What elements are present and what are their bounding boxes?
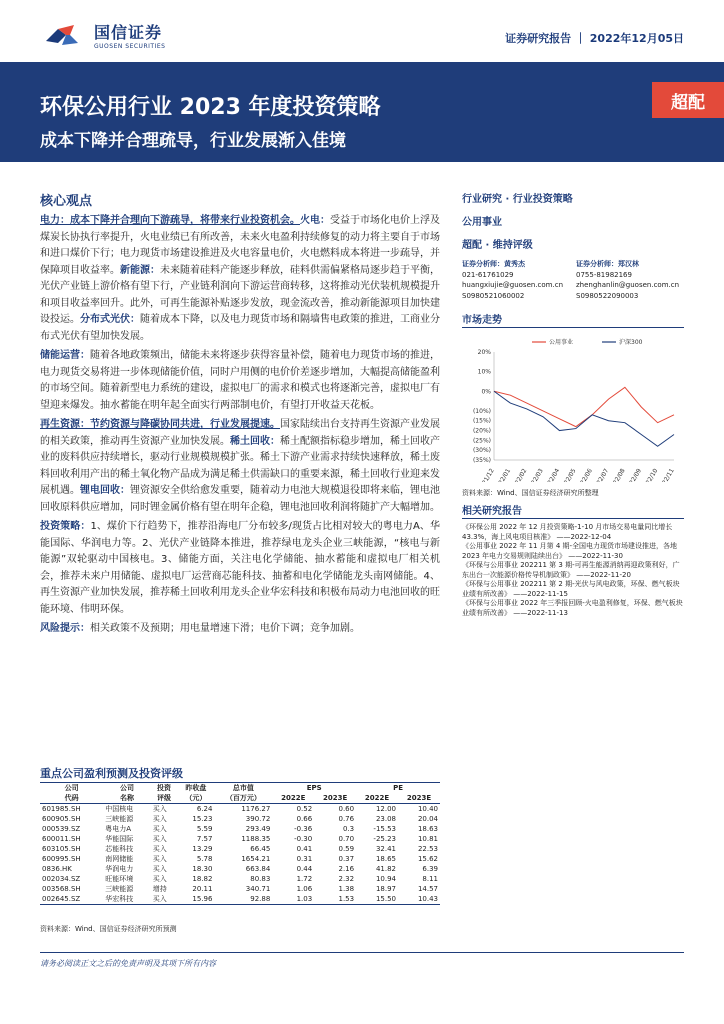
table-cell: 10.40 bbox=[417, 805, 438, 813]
table-cell: 1.53 bbox=[314, 894, 356, 905]
table-cell: 三峡能源 bbox=[105, 885, 134, 893]
table-cell: 5.78 bbox=[196, 855, 213, 863]
table-cell: 0.3 bbox=[342, 825, 355, 833]
strategy-text: 1、煤价下行趋势下，推荐沿海电厂分布较多/现货占比相对较大的粤电力A、华能国际、华润电力等。2、光伏产业链降本推进，推荐绿电龙头企业三峡能源，“核电与新能源”双轮驱动中国核电。3、储能方面，关注电化学储能、抽水蓄能和虚拟电厂相关机会，推荐未来户用储能、虚拟电厂运营商芯能科技、抽蓄和电化学储能龙头南网储能。4、再生资源产业加快发展，推荐稀土回收利用龙头企业华宏科技和积极布局动力电池回收的旺能环境、伟明环保。 bbox=[40, 521, 441, 615]
trend-heading: 市场走势 bbox=[462, 311, 684, 328]
table-cell: 10.94 bbox=[375, 875, 396, 883]
report-title: 环保公用行业 2023 年度投资策略 bbox=[40, 95, 381, 120]
table-cell: 华能国际 bbox=[105, 835, 134, 843]
table-cell: 2.16 bbox=[338, 865, 355, 873]
table-row bbox=[40, 884, 440, 894]
table-row bbox=[40, 864, 440, 874]
trend-chart bbox=[462, 332, 684, 486]
table-row bbox=[40, 824, 440, 834]
col-eps-2022: 2022E bbox=[272, 793, 314, 804]
table-cell: 12.00 bbox=[375, 805, 396, 813]
table-cell: 1654.21 bbox=[241, 855, 271, 863]
table-cell: 粤电力A bbox=[105, 825, 132, 833]
table-cell: 20.11 bbox=[192, 885, 213, 893]
table-cell: 22.53 bbox=[417, 845, 438, 853]
y-tick-label: 10% bbox=[477, 368, 491, 376]
table-cell: 0.76 bbox=[338, 815, 355, 823]
strategy-paragraph bbox=[40, 519, 440, 618]
table-cell: 买入 bbox=[152, 865, 167, 873]
distributed-pv-label: 分布式光伏： bbox=[80, 314, 140, 325]
table-cell: 600905.SH bbox=[42, 815, 81, 823]
table-cell: -0.36 bbox=[294, 825, 313, 833]
report-subtitle: 成本下降并合理疏导，行业发展渐入佳境 bbox=[40, 131, 346, 151]
table-cell: 华润电力 bbox=[105, 865, 134, 873]
table-cell: 南网储能 bbox=[105, 855, 134, 863]
table-cell: 1.03 bbox=[272, 894, 314, 905]
table-cell: 2.32 bbox=[338, 875, 355, 883]
x-tick-label: 21/12 bbox=[481, 467, 496, 482]
chart-source: 资料来源：Wind、国信证券经济研究所整理 bbox=[462, 489, 599, 497]
related-item[interactable]: 《公用事业 2022 年 11 月第 4 期-全国电力现货市场建设推进，各地 2023 年电力交易规则陆续出台》 ——2022-11-30 bbox=[462, 542, 678, 560]
table-cell: 293.49 bbox=[245, 825, 271, 833]
col-rating: 评级 bbox=[151, 793, 178, 804]
table-cell: 000539.SZ bbox=[42, 825, 81, 833]
table-cell: 买入 bbox=[152, 845, 167, 853]
table-row bbox=[40, 834, 440, 844]
storage-label: 储能运营： bbox=[40, 350, 90, 361]
legend-label: 公用事业 bbox=[549, 339, 574, 346]
table-cell: 增持 bbox=[152, 885, 167, 893]
table-cell: 三峡能源 bbox=[105, 815, 134, 823]
table-cell: 买入 bbox=[152, 875, 167, 883]
col-cap-top: 总市值 bbox=[214, 783, 272, 794]
x-tick-label: 22/09 bbox=[628, 467, 644, 482]
forecast-table-title: 重点公司盈利预测及投资评级 bbox=[40, 767, 183, 780]
table-cell: 1.72 bbox=[296, 875, 313, 883]
table-cell: 41.82 bbox=[375, 865, 396, 873]
risk-label: 风险提示： bbox=[40, 623, 90, 634]
table-cell: 002645.SZ bbox=[40, 894, 103, 905]
x-tick-label: 22/06 bbox=[579, 467, 594, 482]
table-cell: 18.97 bbox=[375, 885, 396, 893]
table-source: 资料来源：Wind、国信证券经济研究所预测 bbox=[40, 925, 177, 933]
recycling-lead: 再生资源：节约资源与降碳协同共进，行业发展提速。 bbox=[40, 419, 280, 430]
table-cell: 18.30 bbox=[192, 865, 213, 873]
table-cell: 0.70 bbox=[338, 835, 355, 843]
table-cell: 旺能环境 bbox=[105, 875, 134, 883]
recycling-paragraph bbox=[40, 417, 440, 516]
table-row bbox=[40, 894, 440, 905]
table-cell: 0836.HK bbox=[42, 865, 72, 873]
table-cell: 买入 bbox=[152, 855, 167, 863]
col-cap: （百万元） bbox=[214, 793, 272, 804]
table-row bbox=[40, 874, 440, 884]
col-close-top: 昨收盘 bbox=[177, 783, 214, 794]
risk-text: 相关政策不及预期；用电量增速下滑；电价下调；竞争加剧。 bbox=[90, 623, 360, 634]
table-cell: -15.53 bbox=[373, 825, 396, 833]
table-cell: 芯能科技 bbox=[105, 845, 134, 853]
table-cell: 华宏科技 bbox=[103, 894, 150, 905]
y-tick-label: (35%) bbox=[472, 457, 491, 464]
strategy-label: 投资策略： bbox=[40, 521, 91, 532]
analyst-cert: S0980521060002 bbox=[462, 291, 525, 300]
x-tick-label: 22/11 bbox=[661, 467, 676, 482]
analyst-role: 证券分析师：郑汉林 bbox=[576, 260, 639, 268]
analyst-block bbox=[462, 259, 684, 301]
rare-earth-label: 稀土回收： bbox=[230, 435, 280, 447]
col-code: 代码 bbox=[40, 793, 103, 804]
table-row bbox=[40, 814, 440, 824]
table-cell: 003568.SH bbox=[42, 885, 81, 893]
col-rating-top: 投资 bbox=[151, 783, 178, 794]
new-energy-text: 未来随着硅料产能逐步释放，硅料供需偏紧格局逐步趋于平衡，光伏产业链上游价格有望下行，产业链利润向下游运营商转移，这将推动光伏装机规模提升和项目收益率回升。此外，可再生能源补贴逐步发放，现金流改善，推动新能源项目加快建设投运。 bbox=[40, 264, 440, 325]
x-tick-label: 22/07 bbox=[595, 467, 611, 482]
col-code-top: 公司 bbox=[40, 783, 103, 794]
table-cell: 8.11 bbox=[422, 875, 438, 883]
table-cell: 5.59 bbox=[196, 825, 213, 833]
table-cell: 66.45 bbox=[250, 845, 271, 853]
table-body bbox=[40, 804, 440, 905]
power-lead: 电力：成本下降并合理向下游疏导，将带来行业投资机会。 bbox=[40, 215, 300, 226]
recycling-text: 国家陆续出台支持再生资源产业发展的相关政策，推动再生资源产业加快发展。 bbox=[40, 419, 440, 447]
table-cell: 14.57 bbox=[417, 885, 438, 893]
new-energy-label: 新能源： bbox=[120, 264, 160, 276]
analyst-1 bbox=[462, 259, 570, 301]
col-eps-top: EPS bbox=[272, 783, 356, 794]
table-row bbox=[40, 844, 440, 854]
table-cell: 0.59 bbox=[338, 845, 355, 853]
thermal-text: 受益于市场化电价上浮及煤炭长协执行率提升，火电业绩已有所改善，未来火电盈利持续修复的动力将主要自于市场和进口煤价下行；电力现货市场建设推进及火电容量电价，火电燃料成本将进一步疏导，并保障项目收益率。 bbox=[40, 215, 440, 276]
table-cell: 0.60 bbox=[338, 805, 355, 813]
table-cell: 中国核电 bbox=[105, 805, 134, 813]
storage-text: 随着各地政策频出，储能未来将逐步获得容量补偿，随着电力现货市场的推进，电力现货交易将进一步体现储能价值，同时户用侧的电价价差逐步增加，大幅提高储能盈利的市场空间。随着新型电力系统的建设，虚拟电厂的需求和模式也将逐渐完善，虚拟电厂有望迎来爆发。抽水蓄能在明年起全面实行两部制电价，有望打开收益天花板。 bbox=[40, 350, 440, 411]
lithium-label: 锂电回收： bbox=[80, 485, 130, 496]
x-tick-label: 22/04 bbox=[546, 467, 562, 482]
table-cell: 10.81 bbox=[417, 835, 438, 843]
page-header bbox=[0, 0, 724, 56]
footer-divider bbox=[40, 952, 684, 953]
footer-disclaimer: 请务必阅读正文之后的免责声明及其项下所有内容 bbox=[40, 959, 216, 968]
related-list bbox=[462, 523, 684, 618]
table-cell: 601985.SH bbox=[42, 805, 81, 813]
x-tick-label: 22/08 bbox=[611, 467, 627, 482]
brand-name-en: GUOSEN SECURITIES bbox=[94, 43, 166, 50]
table-cell: 0.31 bbox=[296, 855, 313, 863]
analyst-role: 证券分析师：黄秀杰 bbox=[462, 260, 525, 268]
risk-paragraph bbox=[40, 621, 440, 638]
thermal-label: 火电： bbox=[300, 215, 330, 226]
table-cell: 15.50 bbox=[356, 894, 398, 905]
x-tick-label: 22/03 bbox=[530, 467, 545, 482]
table-cell: 1188.35 bbox=[241, 835, 271, 843]
table-cell: 13.29 bbox=[192, 845, 213, 853]
y-tick-label: (25%) bbox=[472, 437, 491, 445]
table-cell: 6.39 bbox=[422, 865, 438, 873]
table-cell: 买入 bbox=[151, 894, 178, 905]
table-cell: 80.83 bbox=[250, 875, 271, 883]
table-row bbox=[40, 854, 440, 864]
y-tick-label: (30%) bbox=[472, 447, 491, 455]
table-cell: 买入 bbox=[152, 815, 167, 823]
table-cell: -0.30 bbox=[294, 835, 313, 843]
analyst-phone: 021-61761029 bbox=[462, 270, 514, 279]
table-header-row bbox=[40, 793, 440, 804]
brand-logo bbox=[44, 20, 165, 50]
table-cell: 663.84 bbox=[245, 865, 271, 873]
legend-label: 沪深300 bbox=[619, 339, 643, 346]
analyst-email[interactable]: huangxiujie@guosen.com.cn bbox=[462, 281, 564, 289]
table-cell: 20.04 bbox=[417, 815, 438, 823]
table-header-row bbox=[40, 783, 440, 794]
x-tick-label: 22/02 bbox=[513, 467, 529, 482]
storage-paragraph bbox=[40, 348, 440, 414]
rating-badge: 超配 bbox=[652, 82, 724, 118]
guosen-logo-icon bbox=[44, 21, 88, 49]
distributed-pv-text: 随着成本下降，以及电力现货市场和隔墙售电政策的推进，工商业分布式光伏有望加快发展。 bbox=[40, 314, 440, 342]
col-name: 名称 bbox=[103, 793, 150, 804]
table-row bbox=[40, 804, 440, 815]
col-eps-2023: 2023E bbox=[314, 793, 356, 804]
core-view-section bbox=[40, 190, 440, 641]
table-cell: 32.41 bbox=[375, 845, 396, 853]
related-heading: 相关研究报告 bbox=[462, 502, 684, 519]
table-cell: 15.62 bbox=[417, 855, 438, 863]
col-pe-2023: 2023E bbox=[398, 793, 440, 804]
table-cell: 340.71 bbox=[245, 885, 271, 893]
analyst-2 bbox=[576, 259, 684, 301]
table-cell: 买入 bbox=[152, 805, 167, 813]
related-item[interactable]: 《环保公用 2022 年 12 月投资策略-1-10 月市场交易电量同比增长 43.3%，海上风电项目核准》 ——2022-12-04 bbox=[462, 523, 673, 541]
table-cell: 002034.SZ bbox=[42, 875, 81, 883]
x-tick-label: 22/05 bbox=[562, 467, 578, 482]
related-item[interactable]: 《环保与公用事业 2022 年三季报回顾-火电盈利修复，环保、燃气板块业绩有所改善》 ——2022-11-13 bbox=[462, 599, 683, 617]
lithium-text: 锂资源安全供给愈发重要，随着动力电池大规模退役即将来临，锂电池回收原料供应增加，同时锂金属价格有望在明年企稳，锂电池回收利润将随扩产大幅增加。 bbox=[40, 485, 440, 513]
related-item[interactable]: 《环保与公用事业 202211 第 3 期-可再生能源消纳再迎政策利好，广东出台一次能源价格传导机制政策》 ——2022-11-20 bbox=[462, 561, 680, 579]
table-cell: 18.65 bbox=[375, 855, 396, 863]
trend-chart-svg bbox=[462, 332, 684, 482]
table-cell: 6.24 bbox=[196, 805, 213, 813]
core-view-heading: 核心观点 bbox=[40, 194, 93, 209]
col-pe-2022: 2022E bbox=[356, 793, 398, 804]
table-cell: 15.23 bbox=[192, 815, 213, 823]
brand-name-cn: 国信证券 bbox=[94, 23, 163, 42]
table-cell: -25.23 bbox=[373, 835, 396, 843]
y-tick-label: (20%) bbox=[472, 427, 491, 435]
y-tick-label: 20% bbox=[477, 349, 491, 356]
x-tick-label: 22/01 bbox=[497, 467, 513, 482]
table-cell: 18.63 bbox=[417, 825, 438, 833]
table-cell: 10.43 bbox=[398, 894, 440, 905]
industry-rating: 超配 · 维持评级 bbox=[462, 240, 533, 251]
col-pe-top: PE bbox=[356, 783, 440, 794]
analyst-cert: S0980522090003 bbox=[576, 291, 639, 300]
table-cell: 1.38 bbox=[338, 885, 355, 893]
table-cell: 390.72 bbox=[245, 815, 271, 823]
sidebar bbox=[462, 190, 684, 618]
table-cell: 600995.SH bbox=[42, 855, 81, 863]
x-tick-label: 22/10 bbox=[644, 467, 660, 482]
power-paragraph bbox=[40, 213, 440, 345]
table-cell: 0.41 bbox=[296, 845, 313, 853]
y-tick-label: (10%) bbox=[472, 407, 491, 415]
table-cell: 买入 bbox=[152, 835, 167, 843]
rare-earth-text: 稀土配额指标稳步增加，稀土回收产业的废料供应持续增长，驱动行业规模规模扩张。稀土下游产业需求持续快速释放，稀土废料回收利用产出的稀土氧化物产品成为满足稀土供需缺口的重要来源，稀土回收行业迎来发展机遇。 bbox=[40, 435, 440, 496]
table-cell: 买入 bbox=[152, 825, 167, 833]
table-cell: 15.96 bbox=[177, 894, 214, 905]
analyst-phone: 0755-81982169 bbox=[576, 270, 632, 279]
y-tick-label: (15%) bbox=[472, 417, 491, 425]
report-category: 行业研究 · 行业投资策略 bbox=[462, 194, 573, 205]
table-cell: 600011.SH bbox=[42, 835, 81, 843]
analyst-email[interactable]: zhenghanlin@guosen.com.cn bbox=[576, 281, 680, 289]
table-cell: 1176.27 bbox=[241, 805, 271, 813]
table-cell: 23.08 bbox=[375, 815, 396, 823]
y-tick-label: 0% bbox=[481, 388, 491, 396]
col-close: （元） bbox=[177, 793, 214, 804]
table-cell: 92.88 bbox=[214, 894, 272, 905]
table-cell: 0.37 bbox=[338, 855, 355, 863]
forecast-table bbox=[40, 782, 440, 905]
col-name-top: 公司 bbox=[103, 783, 150, 794]
report-meta: 证券研究报告 ｜ 2022年12月05日 bbox=[505, 32, 684, 45]
table-cell: 1.06 bbox=[296, 885, 313, 893]
table-cell: 0.66 bbox=[296, 815, 313, 823]
series-line-1 bbox=[494, 391, 674, 446]
table-cell: 7.57 bbox=[196, 835, 213, 843]
table-cell: 603105.SH bbox=[42, 845, 81, 853]
related-item[interactable]: 《环保与公用事业 202211 第 2 期-光伏与风电政策，环保、燃气板块业绩有所改善》 ——2022-11-15 bbox=[462, 580, 680, 598]
table-cell: 0.52 bbox=[296, 805, 313, 813]
table-cell: 0.44 bbox=[296, 865, 313, 873]
industry-name: 公用事业 bbox=[462, 217, 502, 228]
table-cell: 18.82 bbox=[192, 875, 213, 883]
